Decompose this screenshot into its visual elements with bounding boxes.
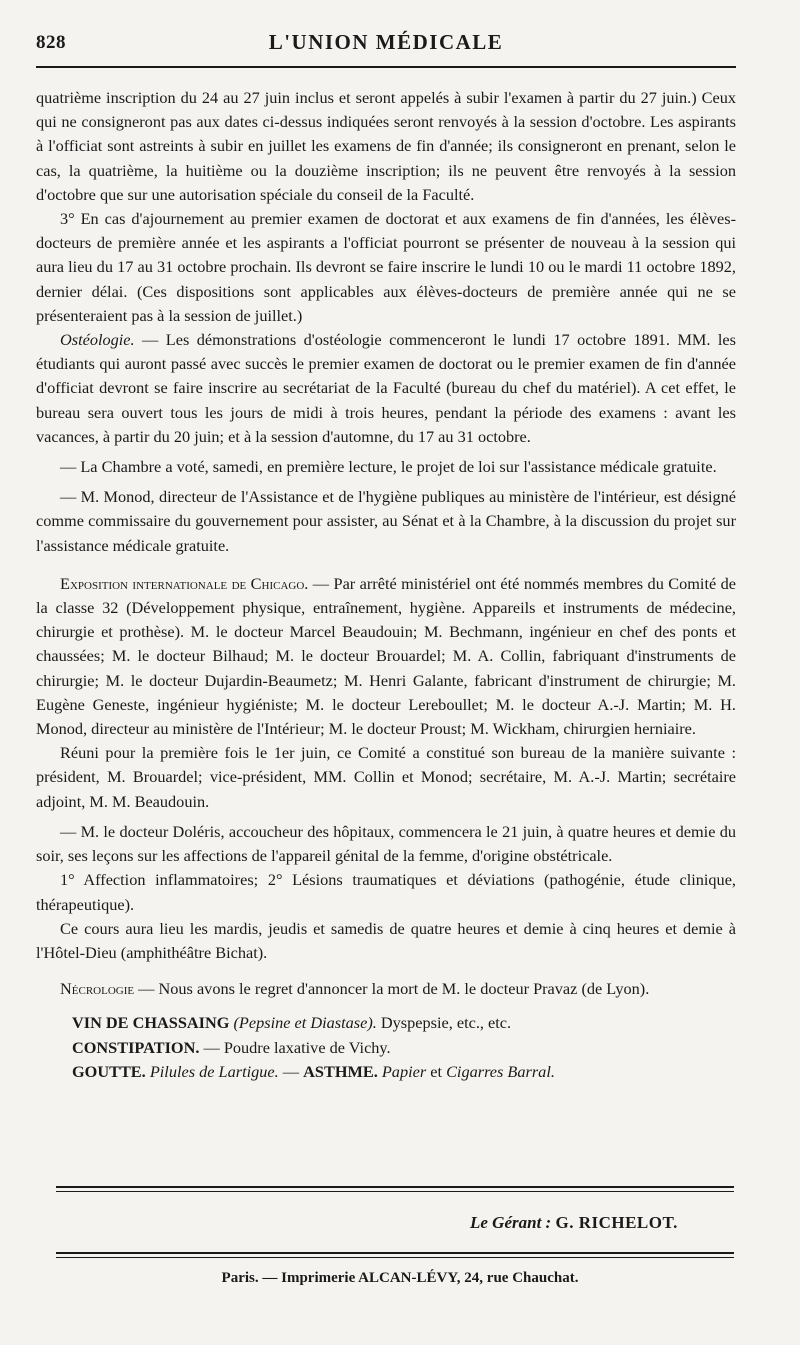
paragraph-inscription: quatrième inscription du 24 au 27 juin inclus et seront appelés à subir l'examen à partir du 27 juin.) Ceux qui ne consigneront pas aux dates ci-dessus indiquées seront renvoyés à la session d'octobre. Les aspirants à l'officiat sont astreints à subir en juillet les examens de fin d'année; ils consigneront en prenant, selon le cas, la quatrième, la huitième ou la douzième inscription; ils ne peuvent être renvoyés à la session d'octobre que sur une autorisation spéciale du conseil de la Faculté. xyxy=(36,88,736,204)
gerant-name: G. RICHELOT. xyxy=(555,1213,678,1232)
gerant-label: Le Gérant : xyxy=(470,1213,552,1232)
page-header xyxy=(36,30,736,56)
paragraph-necrologie xyxy=(36,977,736,1001)
footer-rule-thick xyxy=(56,1252,734,1254)
gerant-signature xyxy=(470,1213,678,1233)
ad-vin-chassaing xyxy=(36,1011,736,1035)
paragraph-exposition-chicago xyxy=(36,572,736,741)
paragraph-comite: Réuni pour la première fois le 1er juin, ce Comité a constitué son bureau de la manière suivante : président, M. Brouardel; vice-président, MM. Collin et Monod; secrétaire, M. A.-J. Martin; secrétaire adjoint, M. M. Beaudouin. xyxy=(36,743,736,811)
necrologie-text: — Nous avons le regret d'annoncer la mort de M. le docteur Pravaz (de Lyon). xyxy=(134,979,650,999)
paragraph-affections: 1° Affection inflammatoires; 2° Lésions traumatiques et déviations (pathogénie, étude clinique, thérapeutique). xyxy=(36,870,736,914)
ad-constipation-name: CONSTIPATION. xyxy=(72,1037,200,1057)
ad-constipation-tail: — Poudre laxative de Vichy. xyxy=(199,1037,391,1057)
ad-goutte-detail: Pilules de Lartigue. xyxy=(149,1061,279,1081)
paragraph-monod: — M. Monod, directeur de l'Assistance et de l'hygiène publiques au ministère de l'intérieur, est désigné comme commissaire du gouvernement pour assister, au Sénat et à la Chambre, à la discussion du projet sur l'assistance médicale gratuite. xyxy=(36,487,736,555)
paragraph-chambre: — La Chambre a voté, samedi, en première lecture, le projet de loi sur l'assistance médicale gratuite. xyxy=(60,457,717,477)
section-rule-thick xyxy=(56,1186,734,1188)
ad-separator: — xyxy=(278,1061,304,1081)
footer-rule-thin xyxy=(56,1257,734,1258)
ad-constipation xyxy=(36,1036,736,1060)
header-rule xyxy=(36,66,736,68)
article-body xyxy=(36,86,736,1084)
osteologie-label: Ostéologie. xyxy=(60,330,135,350)
exposition-label: Exposition internationale de Chicago. xyxy=(60,573,309,593)
paragraph-doleris: — M. le docteur Doléris, accoucheur des hôpitaux, commencera le 21 juin, à quatre heures et demie du soir, ses leçons sur les affections de l'appareil génital de la femme, d'origine obstétricale. xyxy=(36,821,736,866)
section-rule-thin xyxy=(56,1191,734,1192)
ad-asthme-name: ASTHME. xyxy=(303,1061,378,1081)
printer-imprint: Paris. — Imprimerie ALCAN-LÉVY, 24, rue Chauchat. xyxy=(221,1270,579,1286)
paragraph-ajournement: 3° En cas d'ajournement au premier examen de doctorat et aux examens de fin d'années, les élèves-docteurs de première année et les aspirants a l'officiat pourront se présenter de nouveau à la session qui aura lieu du 17 au 31 octobre prochain. Ils devront se faire inscrire le lundi 10 ou le mardi 11 octobre 1892, dernier délai. (Ces dispositions sont applicables aux élèves-docteurs de première année qui ne se présenteraient pas à la session de juillet.) xyxy=(36,209,736,325)
ad-asthme-detail-2: Cigarres Barral. xyxy=(446,1061,555,1081)
paragraph-osteologie xyxy=(36,328,736,449)
ad-asthme-detail-1: Papier xyxy=(381,1061,427,1081)
osteologie-text: — Les démonstrations d'ostéologie commenceront le lundi 17 octobre 1891. MM. les étudiants qui auront passé avec succès le premier examen de doctorat ou le premier examen de fin d'année d'officiat devront se faire inscrire au secrétariat de la Faculté (bureau du chef du matériel). A cet effet, le bureau sera ouvert tous les jours de midi à trois heures, pendant la période des examens : avant les vacances, à partir du 20 juin; et à la session d'automne, du 17 au 31 octobre. xyxy=(36,330,736,446)
ad-vin-tail: Dyspepsie, etc., etc. xyxy=(376,1013,512,1033)
ad-goutte-name: GOUTTE. xyxy=(72,1061,146,1081)
exposition-text: — Par arrêté ministériel ont été nommés membres du Comité de la classe 32 (Développement physique, entraînement, hygiène. Appareils et instruments de médecine, chirurgie et prothèse). M. le docteur Marcel Beaudouin; M. Bechmann, ingénieur en chef des ponts et chaussées; M. le docteur Bilhaud; M. le docteur Brouardel; M. A. Collin, fabriquant d'instruments de chirurgie; M. le docteur Dujardin-Beaumetz; M. Henri Galante, fabricant d'instrument de chirurgie; M. Eugène Geneste, ingénieur hygiéniste; M. le docteur Lereboullet; M. le docteur A.-J. Martin; M. H. Monod, directeur au ministère de l'Intérieur; M. le docteur Proust; M. Wickham, chirurgien herniaire. xyxy=(36,573,736,739)
necrologie-label: Nécrologie xyxy=(60,979,135,999)
ad-asthme-and: et xyxy=(426,1061,447,1081)
journal-title: L'UNION MÉDICALE xyxy=(268,30,504,54)
ad-vin-name: VIN DE CHASSAING xyxy=(72,1013,230,1033)
paragraph-cours: Ce cours aura lieu les mardis, jeudis et samedis de quatre heures et demie à cinq heures et demie à l'Hôtel-Dieu (amphithéâtre Bichat). xyxy=(36,918,736,962)
ad-vin-detail: (Pepsine et Diastase). xyxy=(233,1013,377,1033)
ad-goutte-asthme xyxy=(36,1060,736,1084)
page-number: 828 xyxy=(36,32,66,53)
